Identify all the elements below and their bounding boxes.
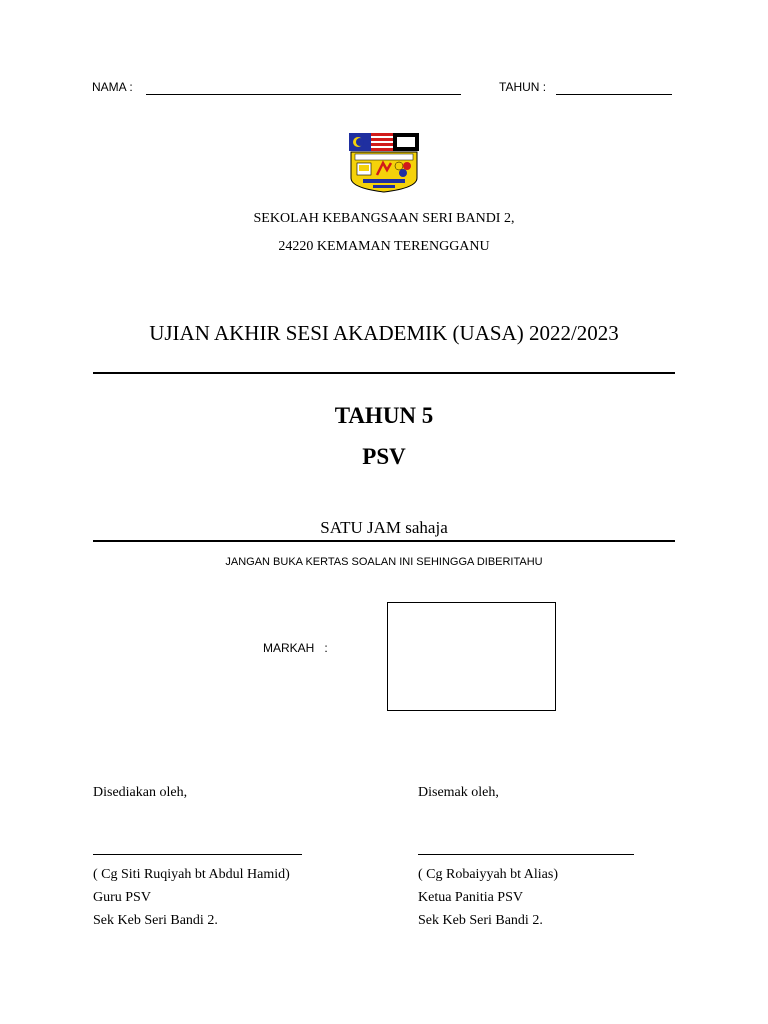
tahun-field [499,80,546,94]
tahun-underline [556,94,672,95]
tahun-label: TAHUN : [499,80,547,94]
nama-label: NAMA : [92,80,133,94]
checked-name: ( Cg Robaiyyah bt Alias) [418,867,558,882]
exam-instruction: JANGAN BUKA KERTAS SOALAN INI SEHINGGA DIBERITAHU [225,556,543,568]
exam-duration: SATU JAM sahaja [320,518,448,537]
duration-divider [93,540,675,542]
exam-title: UJIAN AKHIR SESI AKADEMIK (UASA) 2022/2023 [149,321,619,345]
school-logo [347,132,421,194]
prepared-school: Sek Keb Seri Bandi 2. [93,913,218,928]
markah-box [387,602,556,711]
exam-year: TAHUN 5 [334,403,434,428]
title-divider [93,372,675,374]
checked-role: Ketua Panitia PSV [418,890,523,905]
checked-school: Sek Keb Seri Bandi 2. [418,913,543,928]
prepared-name: ( Cg Siti Ruqiyah bt Abdul Hamid) [93,867,290,882]
checked-heading: Disemak oleh, [418,785,499,800]
prepared-heading: Disediakan oleh, [93,785,188,800]
school-address: 24220 KEMAMAN TERENGGANU [278,239,490,254]
nama-underline [146,94,461,95]
school-name: SEKOLAH KEBANGSAAN SERI BANDI 2, [253,211,515,226]
checked-signature-line [418,854,634,855]
exam-subject: PSV [362,444,406,469]
nama-field [92,80,133,94]
prepared-signature-line [93,854,302,855]
markah-label: MARKAH : [263,641,328,655]
prepared-role: Guru PSV [93,890,151,905]
